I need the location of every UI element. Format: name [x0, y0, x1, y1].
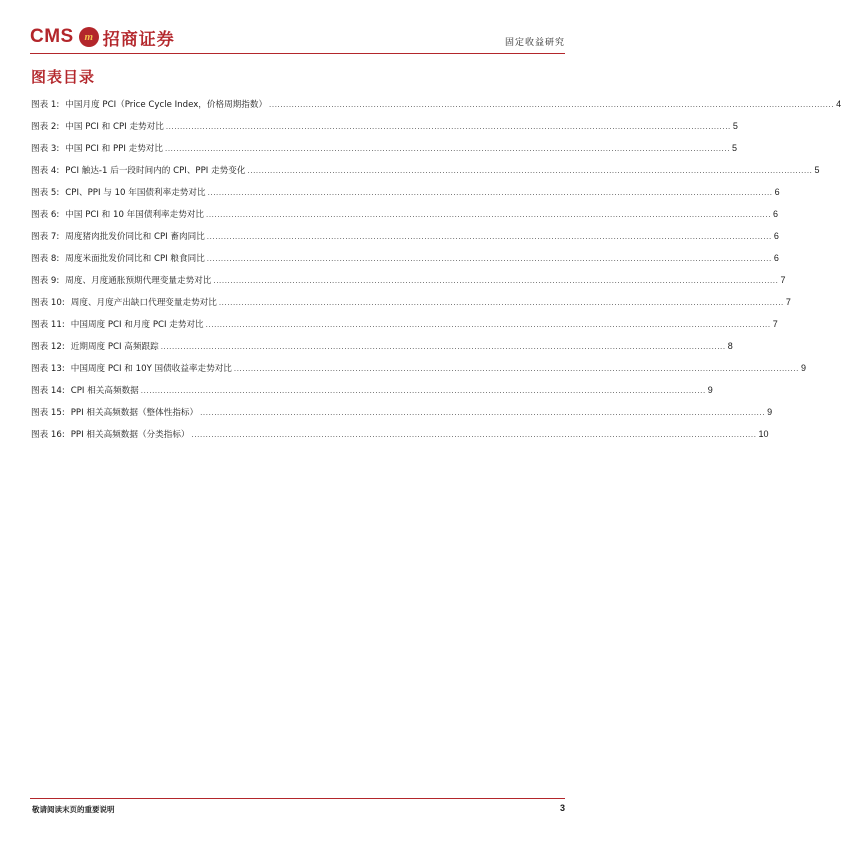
toc-entry-number: 图表 7: [31, 232, 60, 242]
toc-entry[interactable] [31, 296, 791, 318]
toc-entry-title: 中国 PCI 和 10 年国债利率走势对比 [65, 210, 205, 220]
toc-entry-page: 5 [732, 121, 738, 131]
toc-entry-page: 6 [773, 209, 779, 219]
toc-leader-dots: ........................................................................................................................................................................................................ [206, 255, 772, 263]
toc-entry-title: 近期周度 PCI 高频跟踪 [70, 342, 159, 352]
toc-entry-page: 5 [814, 165, 820, 175]
toc-entry-number: 图表 15: [31, 408, 65, 418]
toc-entry-number: 图表 11: [31, 320, 65, 330]
toc-entry-title: PCI 触达-1 后一段时间内的 CPI、PPI 走势变化 [65, 166, 246, 176]
logo-badge-icon: m [79, 27, 99, 47]
toc-entry-title: CPI、PPI 与 10 年国债利率走势对比 [65, 188, 206, 198]
toc-entry-number: 图表 5: [31, 188, 60, 198]
toc-entry[interactable] [31, 98, 841, 120]
toc-entry-title: PPI 相关高频数据（整体性指标） [70, 408, 199, 418]
section-label: 固定收益研究 [504, 38, 565, 48]
toc-entry-title: 周度、月度通胀预期代理变量走势对比 [65, 276, 212, 286]
toc-entry[interactable] [31, 142, 738, 164]
toc-leader-dots: ........................................................................................................................................................................................................ [160, 343, 726, 351]
toc-entry[interactable] [31, 120, 738, 142]
toc-leader-dots: ........................................................................................................................................................................................................ [233, 365, 799, 373]
toc-entry-number: 图表 8: [31, 254, 60, 264]
toc-entry-number: 图表 4: [31, 166, 60, 176]
toc-entry-title: 周度、月度产出缺口代理变量走势对比 [70, 298, 217, 308]
toc-entry-page: 7 [780, 275, 786, 285]
toc-entry-title: 中国 PCI 和 PPI 走势对比 [65, 144, 163, 154]
toc-leader-dots: ........................................................................................................................................................................................................ [269, 101, 835, 109]
toc-entry-number: 图表 1: [31, 100, 60, 110]
footer-divider [30, 798, 565, 799]
toc-entry-page: 9 [707, 385, 713, 395]
toc-entry-title: 中国周度 PCI 和月度 PCI 走势对比 [70, 320, 204, 330]
toc-entry-page: 6 [774, 187, 780, 197]
cms-logo [30, 22, 175, 52]
toc-entry[interactable] [31, 428, 769, 450]
toc-entry-page: 4 [836, 99, 841, 109]
header-divider [30, 53, 565, 54]
toc-leader-dots: ........................................................................................................................................................................................................ [165, 123, 731, 131]
toc-entry-number: 图表 10: [31, 298, 65, 308]
toc-entry[interactable] [31, 186, 780, 208]
toc-entry-page: 6 [773, 253, 779, 263]
toc-leader-dots: ........................................................................................................................................................................................................ [247, 167, 813, 175]
page-header [30, 20, 565, 54]
toc-leader-dots: ........................................................................................................................................................................................................ [213, 277, 779, 285]
toc-entry[interactable] [31, 318, 778, 340]
toc-entry-number: 图表 6: [31, 210, 60, 220]
toc-entry-title: PPI 相关高频数据（分类指标） [70, 430, 190, 440]
toc-entry-page: 6 [773, 231, 779, 241]
toc-entry-page: 10 [758, 429, 769, 439]
toc-entry[interactable] [31, 384, 713, 406]
toc-entry-number: 图表 3: [31, 144, 60, 154]
toc-leader-dots: ........................................................................................................................................................................................................ [207, 189, 773, 197]
toc-leader-dots: ........................................................................................................................................................................................................ [140, 387, 706, 395]
toc-entry-page: 8 [727, 341, 733, 351]
page-number: 3 [559, 803, 565, 813]
toc-entry-page: 7 [772, 319, 778, 329]
toc-leader-dots: ........................................................................................................................................................................................................ [200, 409, 766, 417]
toc-entry[interactable] [31, 164, 820, 186]
toc-entry-page: 9 [767, 407, 773, 417]
footer-disclaimer: 敬请阅读末页的重要说明 [32, 805, 115, 814]
toc-leader-dots: ........................................................................................................................................................................................................ [165, 145, 731, 153]
logo-text: CMS [30, 26, 74, 47]
toc-entry-title: 中国 PCI 和 CPI 走势对比 [65, 122, 164, 132]
toc-entry-title: 周度米面批发价同比和 CPI 粮食同比 [65, 254, 205, 264]
toc-entry-number: 图表 2: [31, 122, 60, 132]
toc-entry[interactable] [31, 230, 779, 252]
toc-title: 图表目录 [31, 68, 96, 86]
toc-entry-title: 周度猪肉批发价同比和 CPI 畜肉同比 [65, 232, 205, 242]
toc-entry[interactable] [31, 340, 733, 362]
toc-entry-number: 图表 9: [31, 276, 60, 286]
toc-entry-number: 图表 13: [31, 364, 65, 374]
toc-entry-number: 图表 14: [31, 386, 65, 396]
toc-entry-number: 图表 12: [31, 342, 65, 352]
toc-entry-title: CPI 相关高频数据 [70, 386, 139, 396]
toc-entry[interactable] [31, 208, 779, 230]
toc-entry[interactable] [31, 252, 779, 274]
logo-chinese-name: 招商证券 [102, 29, 175, 50]
toc-entry-page: 9 [800, 363, 806, 373]
toc-list [31, 98, 841, 450]
toc-entry-title: 中国月度 PCI（Price Cycle Index，价格周期指数） [65, 100, 268, 110]
toc-entry[interactable] [31, 362, 806, 384]
toc-leader-dots: ........................................................................................................................................................................................................ [191, 431, 757, 439]
toc-leader-dots: ........................................................................................................................................................................................................ [218, 299, 784, 307]
toc-entry-title: 中国周度 PCI 和 10Y 国债收益率走势对比 [70, 364, 232, 374]
toc-entry-page: 5 [732, 143, 738, 153]
toc-leader-dots: ........................................................................................................................................................................................................ [205, 321, 771, 329]
toc-entry[interactable] [31, 274, 786, 296]
toc-entry-page: 7 [785, 297, 791, 307]
toc-entry[interactable] [31, 406, 773, 428]
toc-leader-dots: ........................................................................................................................................................................................................ [206, 211, 772, 219]
toc-leader-dots: ........................................................................................................................................................................................................ [206, 233, 772, 241]
toc-entry-number: 图表 16: [31, 430, 65, 440]
